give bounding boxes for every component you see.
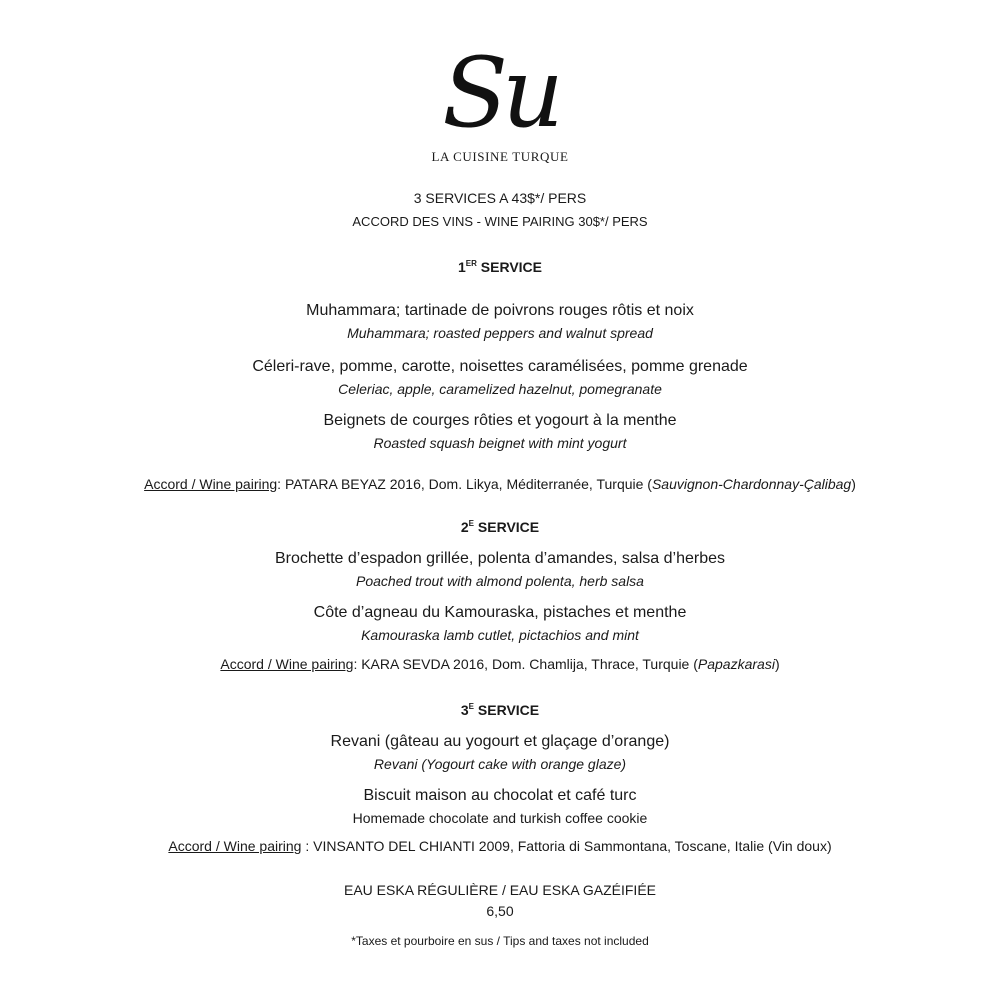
wine-pairing-price: ACCORD DES VINS - WINE PAIRING 30$*/ PERS [352,214,648,229]
water-price: 6,50 [486,903,514,919]
wine-separator: : [277,476,285,492]
wine-pairing-label: Accord / Wine pairing [168,838,302,854]
wine-pairing-3 [0,838,1000,854]
wine-end: ) [774,656,780,672]
wine-name: KARA SEVDA 2016, Dom. Chamlija, Thrace, Turquie ( [361,656,698,672]
dish-en: Poached trout with almond polenta, herb salsa [356,573,644,589]
course-heading-1 [0,259,1000,275]
dish-en: Homemade chocolate and turkish coffee cookie [352,810,648,826]
dish-en: Kamouraska lamb cutlet, pictachios and mint [361,627,639,643]
menu-price: 3 SERVICES A 43$*/ PERS [413,190,587,206]
dish-en: Roasted squash beignet with mint yogurt [373,435,627,451]
wine-pairing-1 [0,476,1000,492]
wine-name: PATARA BEYAZ 2016, Dom. Likya, Méditerranée, Turquie ( [284,476,652,492]
course-heading-2 [0,519,1000,535]
course-number: 3 [460,702,469,718]
wine-pairing-label: Accord / Wine pairing [220,656,354,672]
wine-grape: Sauvignon-Chardonnay-Çalibag [651,476,852,492]
restaurant-tagline: LA CUISINE TURQUE [431,149,569,164]
wine-end: ) [851,476,856,492]
restaurant-logo: Su [442,37,558,149]
wine-separator: : [301,838,314,854]
dish-fr: Biscuit maison au chocolat et café turc [363,787,637,804]
dish-fr: Côte d’agneau du Kamouraska, pistaches et menthe [313,604,687,621]
dish-en: Revani (Yogourt cake with orange glaze) [373,756,627,772]
dish-en: Celeriac, apple, caramelized hazelnut, pomegranate [338,381,662,397]
dish-fr: Brochette d’espadon grillée, polenta d’amandes, salsa d’herbes [274,550,726,567]
wine-name: VINSANTO DEL CHIANTI 2009, Fattoria di Sammontana, Toscane, Italie (Vin doux) [313,838,832,854]
course-label: SERVICE [477,702,540,718]
water-label: EAU ESKA RÉGULIÈRE / EAU ESKA GAZÉIFIÉE [344,882,656,898]
dish-fr: Céleri-rave, pomme, carotte, noisettes caramélisées, pomme grenade [252,358,748,375]
footnote: *Taxes et pourboire en sus / Tips and taxes not included [351,934,649,948]
course-heading-3 [0,702,1000,718]
course-superscript: E [468,519,475,528]
dish-en: Muhammara; roasted peppers and walnut spread [347,325,653,341]
dish-fr: Beignets de courges rôties et yogourt à la menthe [323,412,677,429]
wine-pairing-label: Accord / Wine pairing [144,476,278,492]
course-superscript: E [468,702,475,711]
course-number: 1 [457,259,466,275]
course-label: SERVICE [480,259,543,275]
wine-grape: Papazkarasi [697,656,775,672]
course-label: SERVICE [477,519,540,535]
dish-fr: Revani (gâteau au yogourt et glaçage d’orange) [330,733,670,750]
course-number: 2 [460,519,469,535]
wine-pairing-2 [0,656,1000,672]
wine-separator: : [353,656,362,672]
course-superscript: ER [465,259,477,268]
dish-fr: Muhammara; tartinade de poivrons rouges rôtis et noix [306,302,694,319]
